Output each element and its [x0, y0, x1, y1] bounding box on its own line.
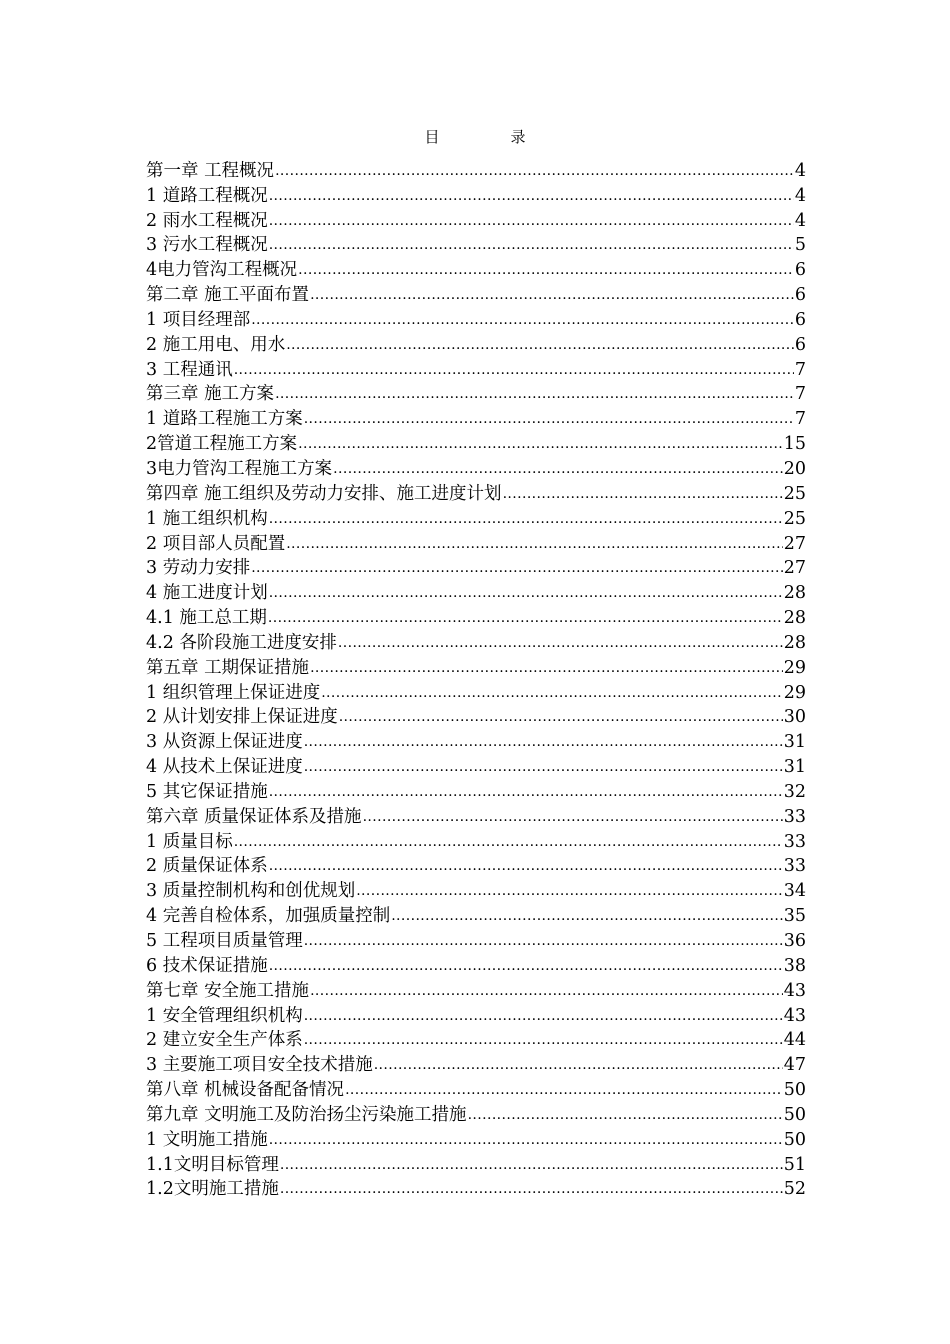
toc-entry-page-number: 44 [783, 1030, 806, 1051]
toc-entry-page-number: 52 [783, 1179, 806, 1200]
toc-entry[interactable] [146, 679, 806, 704]
toc-entry-page-number: 31 [783, 732, 806, 753]
toc-dot-leader [503, 486, 783, 502]
toc-entry[interactable] [146, 803, 806, 828]
toc-dot-leader [269, 188, 794, 204]
toc-dot-leader [374, 1057, 783, 1073]
toc-dot-leader [269, 1132, 783, 1148]
toc-entry[interactable] [146, 505, 806, 530]
toc-entry[interactable] [146, 902, 806, 927]
toc-entry-page-number: 50 [783, 1104, 806, 1125]
toc-dot-leader [269, 213, 794, 229]
toc-dot-leader [345, 1082, 783, 1098]
toc-entry-label: 6 技术保证措施 [146, 955, 268, 976]
toc-entry-label: 1 文明施工措施 [146, 1129, 268, 1150]
toc-entry-page-number: 25 [783, 508, 806, 529]
toc-entry[interactable] [146, 704, 806, 729]
toc-entry[interactable] [146, 753, 806, 778]
toc-entry[interactable] [146, 1101, 806, 1126]
toc-dot-leader [468, 1107, 783, 1123]
toc-entry[interactable] [146, 232, 806, 257]
toc-entry[interactable] [146, 331, 806, 356]
toc-entry-label: 3 污水工程概况 [146, 235, 268, 256]
toc-entry-page-number: 29 [783, 657, 806, 678]
toc-entry-page-number: 25 [783, 483, 806, 504]
toc-dot-leader [269, 585, 783, 601]
toc-entry-page-number: 6 [794, 285, 806, 306]
toc-entry-page-number: 43 [783, 980, 806, 1001]
toc-entry-label: 1 道路工程概况 [146, 185, 268, 206]
toc-entry-label: 第九章 文明施工及防治扬尘污染施工措施 [146, 1104, 467, 1125]
toc-dot-leader [363, 809, 783, 825]
toc-dot-leader [339, 709, 783, 725]
toc-entry[interactable] [146, 1076, 806, 1101]
toc-entry-page-number: 34 [783, 881, 806, 902]
toc-entry-page-number: 4 [794, 185, 806, 206]
toc-entry-page-number: 29 [783, 682, 806, 703]
toc-entry-page-number: 27 [783, 558, 806, 579]
toc-dot-leader [391, 908, 783, 924]
toc-entry-label: 3 质量控制机构和创优规划 [146, 881, 356, 902]
toc-entry-label: 2 质量保证体系 [146, 856, 268, 877]
toc-entry-page-number: 28 [783, 632, 806, 653]
toc-entry-label: 1 项目经理部 [146, 309, 251, 330]
toc-entry[interactable] [146, 853, 806, 878]
toc-entry-page-number: 50 [783, 1129, 806, 1150]
toc-entry[interactable] [146, 1002, 806, 1027]
toc-entry[interactable] [146, 927, 806, 952]
toc-entry-page-number: 28 [783, 583, 806, 604]
toc-entry-page-number: 6 [794, 260, 806, 281]
toc-dot-leader [275, 163, 794, 179]
toc-entry-label: 1 质量目标 [146, 831, 233, 852]
toc-entry-label: 4 完善自检体系，加强质量控制 [146, 906, 391, 927]
toc-entry-page-number: 51 [783, 1154, 806, 1175]
toc-entry-page-number: 4 [794, 210, 806, 231]
toc-entry[interactable] [146, 828, 806, 853]
toc-entry-label: 3电力管沟工程施工方案 [146, 458, 333, 479]
toc-entry-page-number: 35 [783, 906, 806, 927]
toc-dot-leader [280, 1181, 783, 1197]
toc-dot-leader [304, 734, 783, 750]
toc-entry-label: 第二章 施工平面布置 [146, 285, 310, 306]
toc-entry-label: 1 施工组织机构 [146, 508, 268, 529]
toc-entry[interactable] [146, 977, 806, 1002]
toc-dot-leader [251, 312, 794, 328]
toc-entry-page-number: 6 [794, 309, 806, 330]
toc-entry[interactable] [146, 306, 806, 331]
toc-entry[interactable] [146, 604, 806, 629]
toc-entry[interactable] [146, 555, 806, 580]
toc-entry-label: 第七章 安全施工措施 [146, 980, 310, 1001]
toc-entry[interactable] [146, 778, 806, 803]
toc-entry-label: 第一章 工程概况 [146, 160, 275, 181]
toc-list [146, 157, 806, 1200]
toc-entry-page-number: 50 [783, 1080, 806, 1101]
toc-entry[interactable] [146, 1151, 806, 1176]
toc-dot-leader [338, 635, 783, 651]
toc-dot-leader [304, 1032, 783, 1048]
toc-entry-label: 3 主要施工项目安全技术措施 [146, 1055, 373, 1076]
toc-entry[interactable] [146, 455, 806, 480]
toc-entry[interactable] [146, 952, 806, 977]
toc-entry-label: 3 从资源上保证进度 [146, 732, 303, 753]
toc-dot-leader [304, 1008, 783, 1024]
toc-entry-page-number: 36 [783, 931, 806, 951]
toc-dot-leader [268, 610, 783, 626]
toc-entry-page-number: 4 [794, 160, 806, 181]
toc-entry-page-number: 33 [783, 856, 806, 877]
toc-entry-label: 第四章 施工组织及劳动力安排、施工进度计划 [146, 483, 502, 504]
toc-dot-leader [286, 337, 794, 353]
toc-dot-leader [310, 287, 794, 303]
toc-dot-leader [269, 237, 794, 253]
toc-entry[interactable] [146, 877, 806, 902]
toc-entry-page-number: 43 [783, 1005, 806, 1026]
toc-entry-label: 1.1文明目标管理 [146, 1154, 279, 1175]
toc-entry-label: 1 安全管理组织机构 [146, 1005, 303, 1026]
toc-entry[interactable] [146, 182, 806, 207]
toc-entry-label: 5 其它保证措施 [146, 781, 268, 802]
toc-entry[interactable] [146, 629, 806, 654]
toc-entry-label: 4 施工进度计划 [146, 583, 268, 604]
toc-entry[interactable] [146, 381, 806, 406]
toc-dot-leader [310, 983, 783, 999]
toc-entry-page-number: 6 [794, 334, 806, 355]
toc-entry-label: 2 施工用电、用水 [146, 334, 286, 355]
toc-dot-leader [269, 784, 783, 800]
toc-entry-page-number: 20 [783, 458, 806, 479]
toc-dot-leader [269, 511, 783, 527]
toc-entry-page-number: 7 [794, 409, 806, 430]
toc-entry-page-number: 38 [783, 955, 806, 976]
toc-entry[interactable] [146, 356, 806, 381]
toc-entry[interactable] [146, 480, 806, 505]
toc-entry[interactable] [146, 1027, 806, 1052]
toc-entry[interactable] [146, 1126, 806, 1151]
toc-entry-page-number: 33 [783, 806, 806, 827]
toc-entry-label: 2 项目部人员配置 [146, 533, 286, 554]
toc-dot-leader [234, 834, 783, 850]
toc-dot-leader [304, 411, 794, 427]
toc-entry-label: 第六章 质量保证体系及措施 [146, 806, 362, 827]
toc-dot-leader [251, 560, 783, 576]
toc-entry-page-number: 28 [783, 608, 806, 629]
toc-entry-label: 5 工程项目质量管理 [146, 931, 303, 951]
toc-entry[interactable] [146, 207, 806, 232]
toc-entry-label: 4 从技术上保证进度 [146, 757, 303, 778]
toc-dot-leader [269, 958, 783, 974]
toc-entry-page-number: 7 [794, 384, 806, 405]
toc-entry-page-number: 32 [783, 781, 806, 802]
toc-entry-label: 第五章 工期保证措施 [146, 657, 310, 678]
toc-entry-label: 4.2 各阶段施工进度安排 [146, 632, 337, 653]
toc-entry-page-number: 30 [783, 707, 806, 728]
toc-entry-label: 4电力管沟工程概况 [146, 260, 298, 281]
toc-dot-leader [298, 262, 794, 278]
toc-title: 目 录 [424, 128, 554, 146]
toc-entry[interactable] [146, 728, 806, 753]
toc-entry[interactable] [146, 579, 806, 604]
toc-dot-leader [304, 933, 783, 949]
toc-dot-leader [275, 386, 794, 402]
toc-entry-page-number: 47 [783, 1055, 806, 1076]
toc-entry-label: 2 从计划安排上保证进度 [146, 707, 338, 728]
toc-entry-label: 1 道路工程施工方案 [146, 409, 303, 430]
toc-dot-leader [356, 883, 783, 899]
toc-dot-leader [286, 536, 783, 552]
toc-entry-label: 2 建立安全生产体系 [146, 1030, 303, 1051]
toc-dot-leader [280, 1157, 783, 1173]
toc-dot-leader [269, 858, 783, 874]
toc-entry-label: 3 劳动力安排 [146, 558, 251, 579]
toc-entry-label: 第八章 机械设备配备情况 [146, 1080, 345, 1101]
toc-dot-leader [310, 660, 783, 676]
toc-entry[interactable] [146, 530, 806, 555]
toc-dot-leader [234, 362, 794, 378]
toc-entry-label: 1.2文明施工措施 [146, 1179, 279, 1200]
toc-entry-label: 4.1 施工总工期 [146, 608, 267, 629]
toc-entry-label: 3 工程通讯 [146, 359, 233, 380]
toc-entry-label: 1 组织管理上保证进度 [146, 682, 321, 703]
toc-entry-label: 第三章 施工方案 [146, 384, 275, 405]
toc-dot-leader [333, 461, 783, 477]
toc-entry[interactable] [146, 1176, 806, 1201]
toc-dot-leader [304, 759, 783, 775]
toc-entry[interactable] [146, 256, 806, 281]
toc-entry-page-number: 33 [783, 831, 806, 852]
toc-entry[interactable] [146, 654, 806, 679]
toc-entry-label: 2管道工程施工方案 [146, 434, 298, 455]
toc-entry-page-number: 15 [783, 434, 806, 455]
toc-dot-leader [298, 436, 783, 452]
toc-entry[interactable] [146, 405, 806, 430]
toc-dot-leader [321, 685, 783, 701]
toc-entry[interactable] [146, 281, 806, 306]
toc-entry-label: 2 雨水工程概况 [146, 210, 268, 231]
toc-entry[interactable] [146, 430, 806, 455]
toc-entry-page-number: 31 [783, 757, 806, 778]
toc-entry-page-number: 27 [783, 533, 806, 554]
toc-entry[interactable] [146, 1051, 806, 1076]
toc-entry-page-number: 7 [794, 359, 806, 380]
toc-entry-page-number: 5 [794, 235, 806, 256]
toc-entry[interactable] [146, 157, 806, 182]
